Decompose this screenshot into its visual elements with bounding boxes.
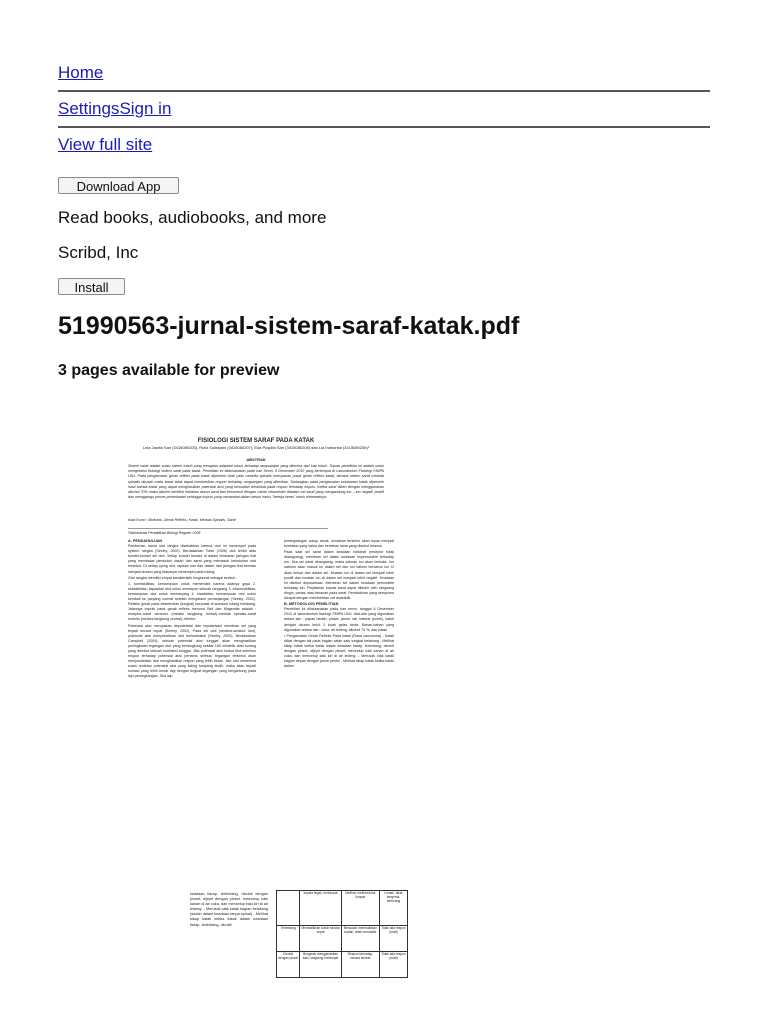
nav-home-link[interactable]: Home — [58, 63, 104, 82]
paragraph: perangsangan cukup cepat, sentakan tersebut akan lepas menjadi kontraksi yang halus dan bertahan lama yang disebut tetanus. — [284, 539, 394, 549]
table-row — [277, 891, 408, 926]
paragraph: Pemberian nama otot rangka disebabkan karena otot ini menempel pada system rangka (Seeley, 2002). Berdasarkan Tobin (2006) otot terdiri atas bundel-bundel sel otot. Setiap bundel berada di dalam lembaran jaringan ikat yang membawa pembuluh darah dan saraf yang memasok kebutuhan otot tersebut. Di setiap ujung otot, lapisan luar dan dalam dari jaringan ikat bersatu menjadi tendon yang biasanya menempel pada tulang. — [128, 544, 256, 574]
publisher-name: Scribd, Inc — [58, 243, 139, 262]
paragraph: Otot rangka memiliki empat karakteristik fungsional sebagai berikut : — [128, 575, 237, 580]
nav-settings-link[interactable]: Settings — [58, 99, 120, 118]
section-heading: A. PENDAHULUAN — [128, 539, 163, 543]
paragraph: Pada saat sel saraf dalam keadaan istirahat (reseptor tidak dirangsang), membran sel dalam keadaan impermeable terhadap ion. Jika sel saraf dirangsang, maka saluran ion akan terbuka. Ion natrium akan masuk ke dalam sel dan ion kalium bersama ion Cl akan keluar dari dalam sel. Muatan ion di dalam sel menjadi lebih positif dan muatan ion di dalam sel menjadi lebih negatif. Keadaan ini disebut depolarisasi. Membran sel dalam keadaan permeable terhadap ion. Perjalanan impuls saraf dapat dibloklr oleh rangsang dingin, panas, atau tekanan pada saraf. Pembiokiran yang sempurna dicapai dengan memberikan zat anastetik. — [284, 550, 394, 601]
table-row — [277, 926, 408, 952]
table-cell: Bergerak menggerakkan kaki, langsung melompat — [300, 952, 341, 978]
table-row — [277, 952, 408, 978]
promo-tagline: Read books, audiobooks, and more — [58, 208, 327, 227]
results-table — [276, 890, 408, 978]
abstract-text: Sistem saraf adalah suatu sistem tubuh yang mengatur adaptasi tubuh terhadap rangsangan yang diterima dari luar tubuh. Tujuan penelitian ini adalah untuk mengetahui fisiologi sistem saraf pada katak. Penelitian ini dilaksanakan pada hari Senin, 6 Desember 2010 yang bertempat di Laboratorium Fisiologi FMIPA UNJ. Pada pengamatan gerak refleks pada katak diperoleh hasil yaitu medulla spinalis merupakan pusat gerak refleks katak, dimana sistem saraf medulla spinalis dirusak maka katak tidak dapat memberikan respon terhadap rangsangan yang diberikan. Sedangkan pada pengamatan ketahanan katak diperoleh hasil bahwa katak yang dapat menghasilkan potensial aksi yang kemudian berakibat pada respon terhadap impuls. Ketika saraf diberi dengan menggunakan alkohol 70% maka alkohol berefluk kedalam akson saraf dan bersentuh dengan cairan intraseluler didalam sel saraf yang mengandung ion – ion negatif, positif dan menggangu proses perambatan sehingga impuls yang menambat dalam akson harus "belerja keras" untuk melewatinya. — [128, 464, 384, 500]
right-column — [284, 539, 394, 670]
table-cell: Melihat, melihat tidak lompat — [341, 891, 379, 926]
table-cell: Tidak ada respon (mati) — [379, 952, 407, 978]
numbered-list: 1. kontraktilitas; kemampuan untuk memendek karena adanya gaya 2. eksitabilitas; kapasitas otot untuk merespon sebuah rangsang 3. ekstensibilitas; kemampuan otot untuk memanjang 4. elastisitas; kemampuan otot untuk kembali ke panjang normal setelah mengalami pemanjangan (Seeley, 2002). Refleks gerak pada ekstremitas (tungkai) berpusat di sumsum tulang belakang. Jalannya impuls pada gerak refleks menurut Bell dan Magendie adalah : reseptor–saraf sensoris (melalui tangkung dorsal)–medula spinalis–saraf motoris (melalui tangkung ventral)–efektor. — [128, 581, 256, 622]
table-cell — [277, 891, 300, 926]
preview-page-2[interactable] — [190, 890, 422, 980]
nav-row — [58, 99, 171, 119]
install-button[interactable]: Install — [58, 278, 125, 295]
divider — [58, 90, 710, 92]
nav-signin-link[interactable]: Sign in — [119, 99, 172, 118]
table-cell: Membalikkan tubuh secara cepat — [300, 926, 341, 952]
table-cell: Terlentang — [277, 926, 300, 952]
table-cell: Lemah, tidak bergerak, berenang — [379, 891, 407, 926]
table-cell: Bersusah membalikkan badan, tidak membalik — [341, 926, 379, 952]
paragraph: keadaan tiarap, terlentang, dicubit dengan pinset, dijepit dengan pinset, mencelup kaki kanan di air cuka, dan mencelup kaki kiri di air ledeng. - Merusak otak katak bagian belakang (sudah dalam keadaan tanpa spinal) - Melihat sikap katak ketika katak dalam keadaan tiarap, terlentang, dicubit — [190, 892, 268, 927]
keywords: Kata Kunci : Biolistrik, Gerak Refleks, Katak, Medula Spinalis, Saraf — [128, 518, 236, 522]
download-app-button[interactable]: Download App — [58, 177, 179, 194]
divider — [58, 126, 710, 128]
preview-page-1[interactable] — [118, 432, 394, 812]
view-full-site-link[interactable]: View full site — [58, 135, 153, 154]
procedure-list: • Pengamatan Gerak Refleks Pada katak (Rana cancrivora) - Katak diikat dengan tali pada bagian salah satu tungkai belakang - Melihat sikap katak ketika katak dalam keadaan tiarap, terlentang, dicubit dengan pinset, dijepit dengan pinset, mencelup kaki kanan di air cuka, dan mencelup kaki kiri di air ledeng. - Merusak otak katak bagian depan dengan jarum pentul - Melihat sikap katak ketika katak dalam — [284, 633, 394, 669]
paper-title: FISIOLOGI SISTEM SARAF PADA KATAK — [197, 438, 315, 444]
left-column — [128, 539, 256, 681]
paragraph: Penelitian ini dilaksanakan pada hari senin, tanggal 6 Desember 2010 di laboratorium fisiologi FMIPA UNJ. Alat-alat yang digunakan antara lain : papan bedah, pinset, jarum, tali, baterai (korek), kabel dengan ukuran kecil, 2 buah gelas kimia. Bahan-bahan yang digunakan antara lain : cuka, air ledeng, alkohol 70 %, dan katak. — [284, 607, 394, 632]
table-cell: Dicubit dengan pinset — [277, 952, 300, 978]
table-cell: Respon terhadap, secara lambat — [341, 952, 379, 978]
table-cell: Tidak ada respon (mati) — [379, 926, 407, 952]
footnote: ¹Mahasiswa Pendidikan Biologi Reguler 2008 — [128, 528, 328, 535]
preview-availability-note: 3 pages available for preview — [58, 362, 280, 379]
abstract-heading: ABSTRAK — [246, 457, 266, 462]
table-cell: kepala tegak, melompat — [300, 891, 341, 926]
paragraph: Potensial aksi merupakan depolarisasi dan repolarisasi membran sel yang terjadi secara cepat (Seeley, 2002). Pada sel otot (serabut-serabut otot), potensial aksi menyebabkan otot berkontraksi (Seeley, 2002). Berdasarkan Campbell (2004), sebuah potensial aksi tunggal akan menghasilkan peningkatan tegangan otot yang berlangsung sekitar 100 milidetik atau kurang yang disebut sebuah kontraksi tunggal. Jika potensial aksi kedua tiba sebelum respon terhadap potensial aksi pertama selesai, tegangan tersebut akan menjumlahkan dan menghasilkan respon yang lebih besar. Jika otot menerima suatu rentetan potensial aksi yang saling tumpang tindih, maka akan terjadi sumasi yang lebih besar lagi dengan tingkat tegangan yang bergantung pada laju perangsangan. Jika laju — [128, 623, 256, 679]
section-heading: B. METODOLOGI PENELITIAN — [284, 602, 339, 607]
document-title: 51990563-jurnal-sistem-saraf-katak.pdf — [58, 312, 520, 340]
paper-authors: Lela Jawita Sari (3415080205), Rizki Sulistyani (3415080207), Eka Puspita Sari (3415080208) dan Lia Indrianita (3415080256)¹ — [142, 445, 370, 450]
